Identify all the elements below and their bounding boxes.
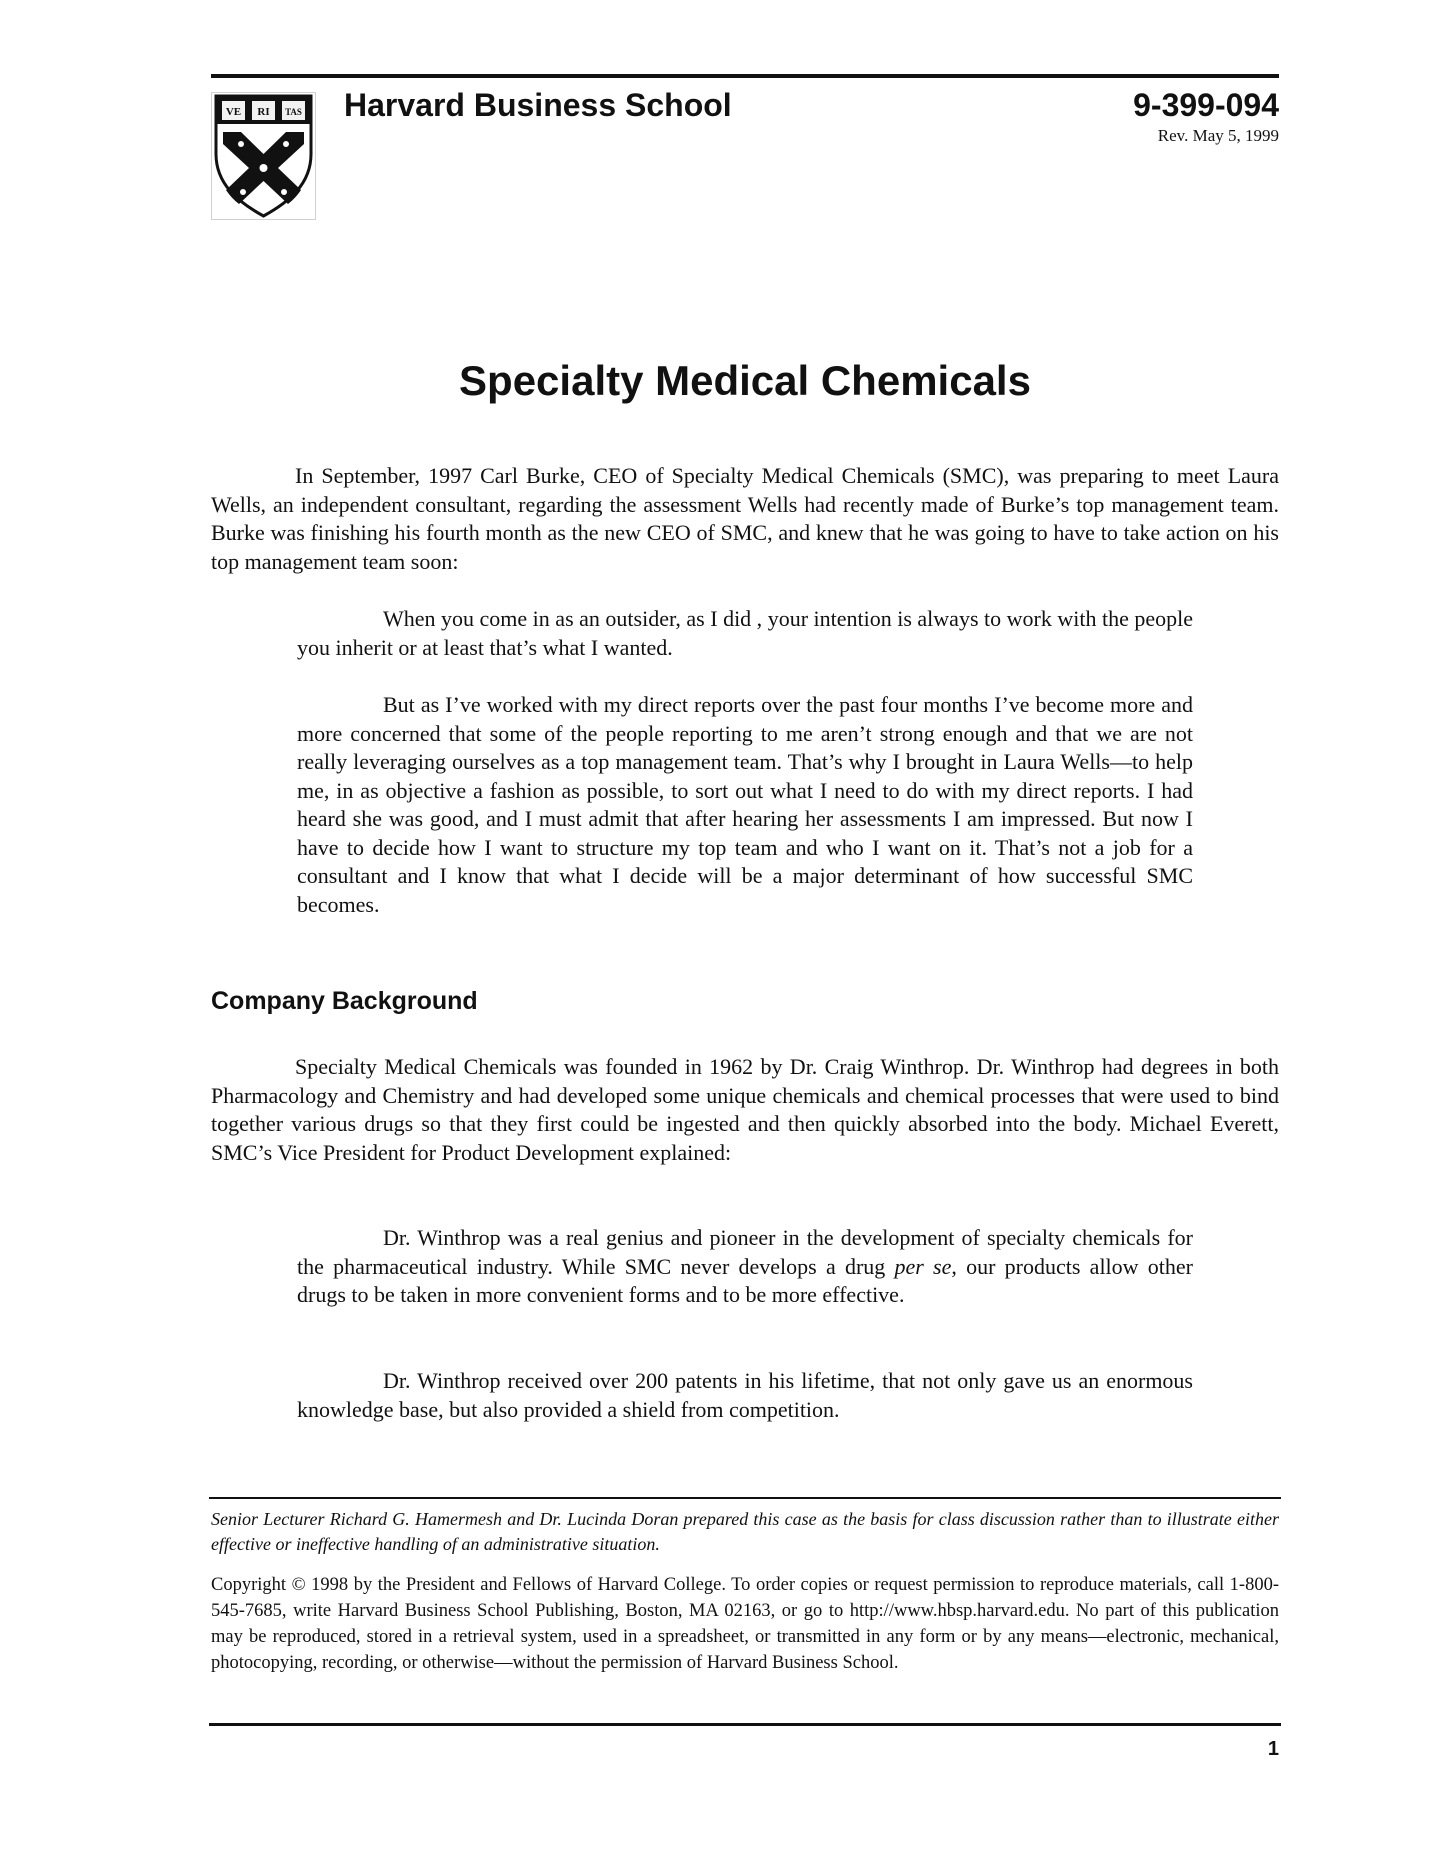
harvard-shield-logo [211, 92, 316, 220]
motto-ve: VE [225, 106, 242, 118]
school-name: Harvard Business School [344, 87, 732, 123]
quote-paragraph-1: When you come in as an outsider, as I did , your intention is always to work with the people you inherit or at least that’s what I wanted. [297, 606, 1193, 660]
revision-date: Rev. May 5, 1999 [1157, 126, 1279, 145]
quote-paragraph-4: Dr. Winthrop received over 200 patents in his lifetime, that not only gave us an enormous knowledge base, but also provided a shield from competition. [297, 1368, 1193, 1422]
page-number: 1 [1267, 1738, 1279, 1760]
section-heading-company-background: Company Background [211, 987, 478, 1015]
background-paragraph: Specialty Medical Chemicals was founded in 1962 by Dr. Craig Winthrop. Dr. Winthrop had degrees in both Pharmacology and Chemistry and had developed some unique chemicals and chemical processes that were used to bind together various drugs so that they first could be ingested and then quickly absorbed into the body. Michael Everett, SMC’s Vice President for Product Development explained: [211, 1054, 1279, 1165]
footer-rule-bottom [209, 1723, 1281, 1726]
quote-3-text-start: Dr. Winthrop was a real genius and pioneer in the development of specialty chemicals for the pharmaceutical industry. While SMC never develops a drug [297, 1225, 1193, 1279]
document-title: Specialty Medical Chemicals [459, 357, 1031, 404]
quote-3-text-end: , our products allow other drugs to be taken in more convenient forms and to be more effective. [297, 1253, 1193, 1307]
case-number: 9-399-094 [1133, 87, 1279, 123]
intro-paragraph: In September, 1997 Carl Burke, CEO of Specialty Medical Chemicals (SMC), was preparing to meet Laura Wells, an independent consultant, regarding the assessment Wells had recently made of Burke’s top management team. Burke was finishing his fourth month as the new CEO of SMC, and knew that he was going to have to take action on his top management team soon: [211, 463, 1279, 574]
authors-footnote: Senior Lecturer Richard G. Hamermesh and Dr. Lucinda Doran prepared this case as the basis for class discussion rather than to illustrate either effective or ineffective handling of an administrative situation. [211, 1509, 1279, 1554]
quote-paragraph-3 [297, 1224, 1193, 1310]
header-rule [211, 74, 1279, 78]
copyright-notice: Copyright © 1998 by the President and Fellows of Harvard College. To order copies or request permission to reproduce materials, call 1-800-545-7685, write Harvard Business School Publishing, Boston, MA 02163, or go to http://www.hbsp.harvard.edu. No part of this publication may be reproduced, stored in a retrieval system, used in a spreadsheet, or transmitted in any form or by any means—electronic, mechanical, photocopying, recording, or otherwise—without the permission of Harvard Business School. [211, 1575, 1279, 1673]
footer-rule-top [209, 1497, 1281, 1499]
motto-ri: RI [257, 106, 270, 118]
quote-3-italic-term: per se [894, 1253, 952, 1279]
quote-paragraph-2: But as I’ve worked with my direct reports over the past four months I’ve become more and more concerned that some of the people reporting to me aren’t strong enough and that we are not really leveraging ourselves as a top management team. That’s why I brought in Laura Wells—to help me, in as objective a fashion as possible, to sort out what I need to do with my direct reports. I had heard she was good, and I must admit that after hearing her assessments I am impressed. But now I have to decide how I want to structure my top team and who I want on it. That’s not a job for a consultant and I know that what I decide will be a major determinant of how successful SMC becomes. [297, 692, 1193, 917]
motto-tas: TAS [285, 107, 302, 117]
